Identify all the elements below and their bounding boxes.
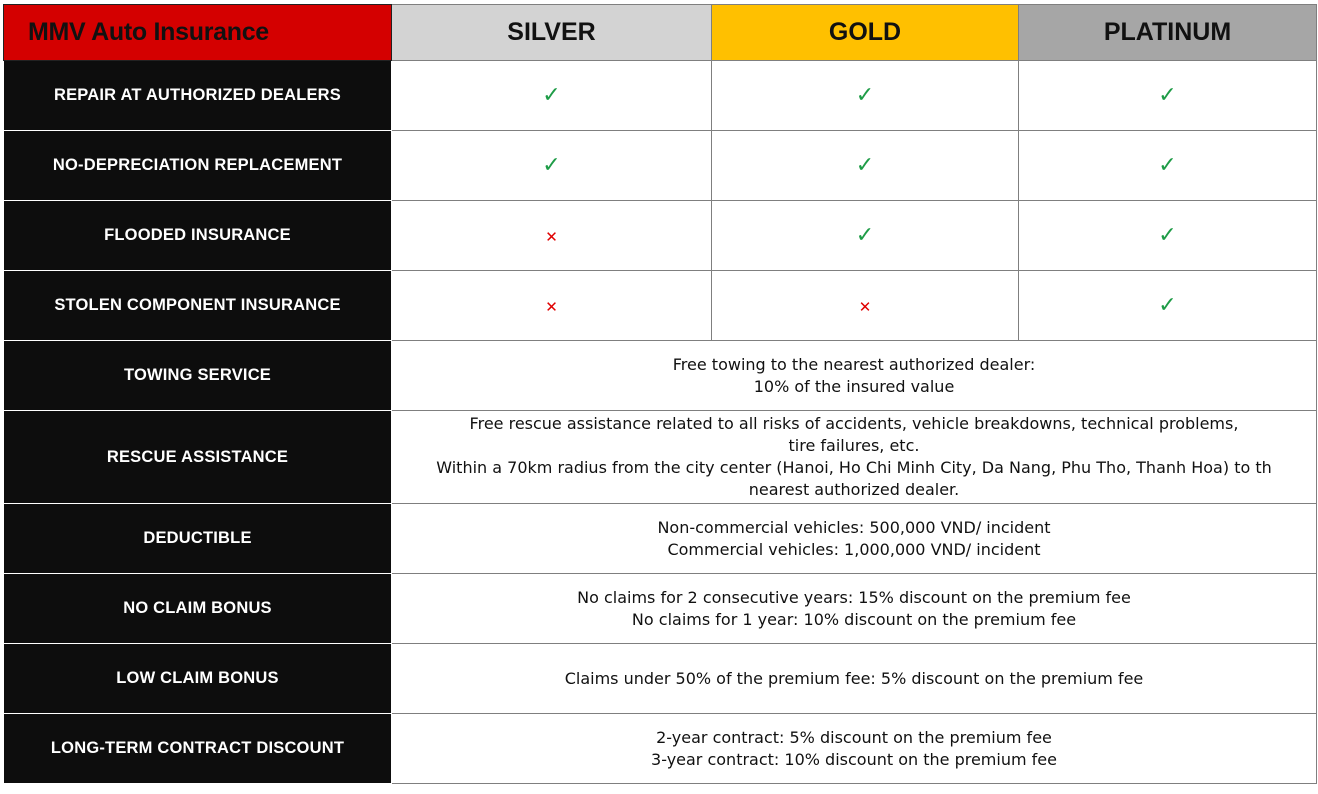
brand-title: MMV Auto Insurance	[4, 5, 392, 61]
service-row	[4, 341, 1317, 411]
description-line: No claims for 2 consecutive years: 15% discount on the premium fee	[577, 587, 1131, 607]
check-icon: ✓	[1158, 223, 1177, 248]
service-label: LONG-TERM CONTRACT DISCOUNT	[4, 714, 392, 784]
tier-platinum-header: PLATINUM	[1019, 5, 1317, 61]
gold-mark	[712, 271, 1019, 341]
silver-mark	[392, 201, 712, 271]
check-icon: ✓	[1158, 153, 1177, 178]
feature-label: REPAIR AT AUTHORIZED DEALERS	[4, 61, 392, 131]
description-line: 2-year contract: 5% discount on the premium fee	[656, 727, 1052, 747]
silver-mark	[392, 61, 712, 131]
service-row	[4, 504, 1317, 574]
description-line: Free rescue assistance related to all risks of accidents, vehicle breakdowns, technical problems,	[469, 414, 1239, 433]
service-description	[392, 341, 1317, 411]
description-line: nearest authorized dealer.	[748, 480, 960, 499]
service-label: LOW CLAIM BONUS	[4, 644, 392, 714]
platinum-mark	[1019, 271, 1317, 341]
check-icon: ✓	[542, 83, 561, 108]
service-label: TOWING SERVICE	[4, 341, 392, 411]
cross-icon: ✕	[858, 298, 872, 316]
service-row	[4, 411, 1317, 504]
cross-icon: ✕	[545, 298, 558, 316]
service-description	[392, 574, 1317, 644]
check-icon: ✓	[1158, 293, 1177, 318]
description-line: Free towing to the nearest authorized dealer:	[672, 354, 1036, 374]
description-line: Non-commercial vehicles: 500,000 VND/ incident	[657, 517, 1051, 537]
service-row	[4, 714, 1317, 784]
feature-row	[4, 201, 1317, 271]
check-icon: ✓	[855, 83, 875, 108]
cross-icon: ✕	[545, 228, 558, 246]
silver-mark	[392, 271, 712, 341]
silver-mark	[392, 131, 712, 201]
tier-silver-header: SILVER	[392, 5, 712, 61]
header-row	[4, 5, 1317, 61]
service-label: DEDUCTIBLE	[4, 504, 392, 574]
platinum-mark	[1019, 61, 1317, 131]
check-icon: ✓	[855, 223, 875, 248]
gold-mark	[712, 201, 1019, 271]
feature-row	[4, 271, 1317, 341]
service-label: NO CLAIM BONUS	[4, 574, 392, 644]
feature-label: STOLEN COMPONENT INSURANCE	[4, 271, 392, 341]
description-line: Claims under 50% of the premium fee: 5% discount on the premium fee	[564, 668, 1144, 688]
description-line: 3-year contract: 10% discount on the premium fee	[651, 749, 1057, 769]
description-line: Commercial vehicles: 1,000,000 VND/ incident	[667, 539, 1041, 559]
platinum-mark	[1019, 131, 1317, 201]
feature-row	[4, 61, 1317, 131]
service-description	[392, 644, 1317, 714]
description-line: 10% of the insured value	[753, 376, 955, 396]
service-description	[392, 411, 1317, 504]
gold-mark	[712, 131, 1019, 201]
service-row	[4, 644, 1317, 714]
check-icon: ✓	[855, 153, 875, 178]
check-icon: ✓	[542, 153, 561, 178]
description-line: No claims for 1 year: 10% discount on the premium fee	[631, 609, 1077, 629]
service-label: RESCUE ASSISTANCE	[4, 411, 392, 504]
feature-label: NO-DEPRECIATION REPLACEMENT	[4, 131, 392, 201]
feature-label: FLOODED INSURANCE	[4, 201, 392, 271]
tier-gold-header: GOLD	[712, 5, 1019, 61]
feature-row	[4, 131, 1317, 201]
check-icon: ✓	[1158, 83, 1177, 108]
description-line: Within a 70km radius from the city center (Hanoi, Ho Chi Minh City, Da Nang, Phu Tho, Thanh Hoa) to th	[436, 458, 1272, 477]
description-line: tire failures, etc.	[788, 436, 920, 455]
gold-mark	[712, 61, 1019, 131]
service-row	[4, 574, 1317, 644]
service-description	[392, 714, 1317, 784]
platinum-mark	[1019, 201, 1317, 271]
service-description	[392, 504, 1317, 574]
comparison-table	[3, 4, 1317, 784]
